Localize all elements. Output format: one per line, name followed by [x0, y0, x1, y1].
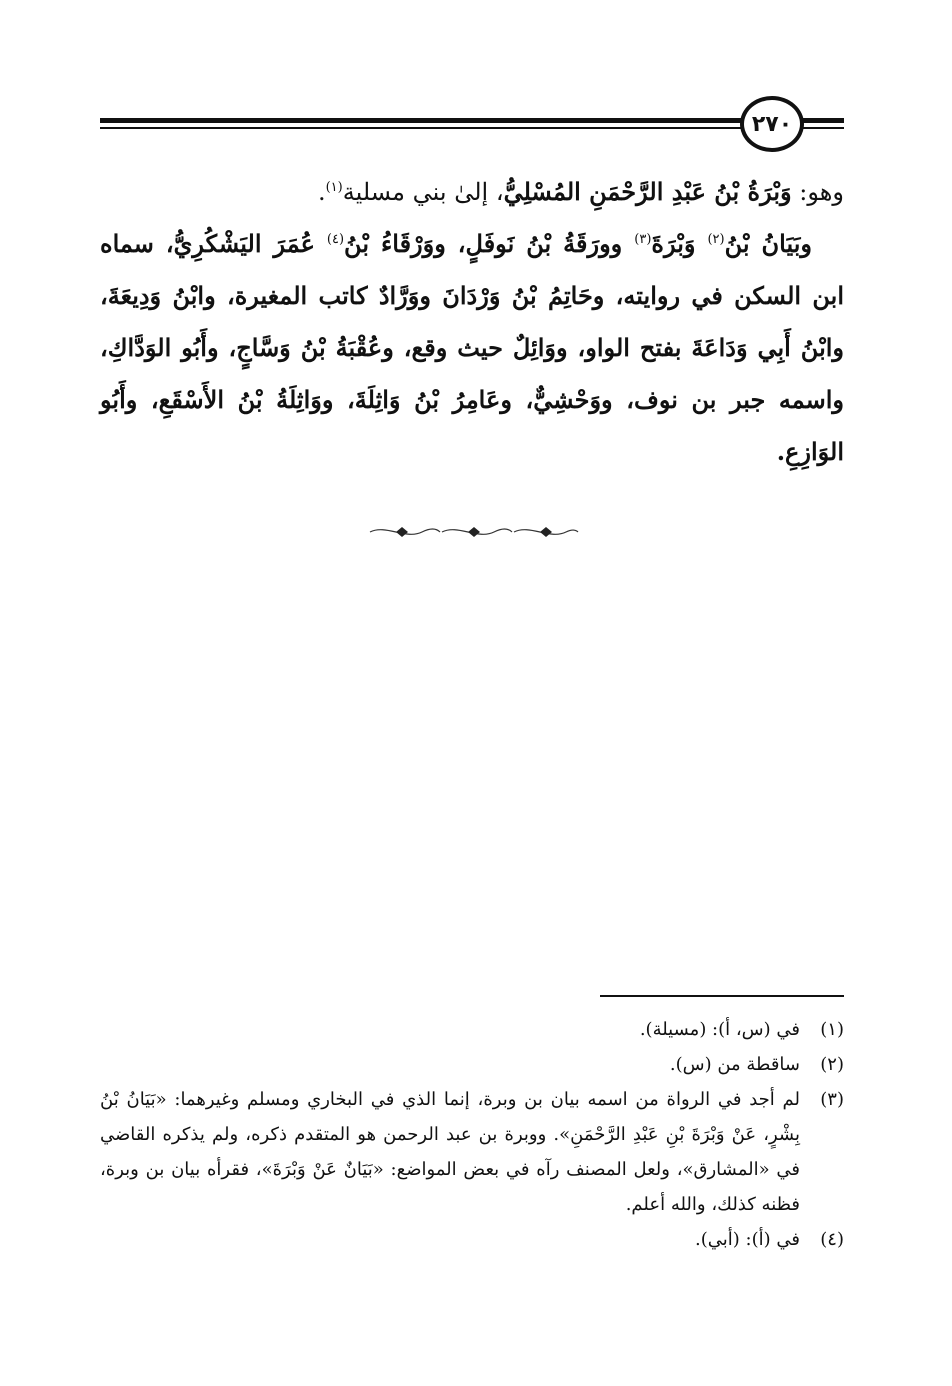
footnote-number: (٢) [820, 1054, 844, 1075]
name-bayan: وبَيَانُ بْنُ [724, 229, 812, 258]
footnote-ref-3[interactable]: (٣) [634, 232, 652, 247]
footnote-text: لم أجد في الرواة من اسمه بيان بن وبرة، إنما الذي في البخاري ومسلم وغيرهما: «بَيَانُ بْنُ بِشْرٍ، عَنْ وَبْرَةَ بْنِ عَبْدِ الرَّحْمَنِ». ووبرة بن عبد الرحمن هو المتقدم ذكره، ولم يذكره القاضي في «المشارق»، ولعل المصنف رآه في بعض المواضع: «بَيَانٌ عَنْ وَبْرَةَ»، فقرأه بيان بن وبرة، فظنه كذلك، والله أعلم. [100, 1089, 800, 1215]
name-wabra: وَبْرَةَ [651, 229, 708, 258]
paragraph-2-segment-2: عُمَرَ اليَشْكُرِيُّ، سماه ابن السكن في روايته، وحَاتِمُ بْنُ وَرْدَانَ ووَرَّادٌ كاتب المغيرة، وابْنُ وَدِيعَةَ، وابْنُ أَبِي وَدَاعَةَ بفتح الواو، ووَائِلٌ حيث وقع، وعُقْبَةُ بْنُ وَسَّاجٍ، وأَبُو الوَدَّاكِ، واسمه جبر بن نوف، ووَحْشِيٌّ، وعَامِرُ بْنُ وَاثِلَةَ، ووَاثِلَةُ بْنُ الأَسْقَعِ، وأَبُو الوَازِعِ. [100, 229, 844, 466]
footnote-3 [100, 1082, 844, 1222]
footnote-number: (١) [820, 1019, 844, 1040]
paragraph-2 [100, 218, 844, 478]
footnote-text: في (س، أ): (مسيلة). [639, 1019, 800, 1040]
footnote-number: (٣) [820, 1089, 844, 1110]
main-text [100, 166, 844, 478]
page-number: ٢٧٠ [740, 96, 804, 152]
footnote-ref-1[interactable]: (١) [325, 180, 343, 195]
footnote-ref-4[interactable]: (٤) [326, 232, 345, 247]
header-rule-thick [100, 118, 844, 123]
footnotes [100, 1012, 844, 1257]
footnote-1 [100, 1012, 844, 1047]
footnote-separator [600, 995, 844, 997]
footnote-ref-2[interactable]: (٢) [707, 232, 725, 247]
paragraph-2-segment-1: وورَقَةُ بْنُ نَوفَلٍ، ووَرْقَاءُ بْنُ [344, 229, 635, 258]
paragraph-1-lead: وهو: [791, 178, 844, 206]
footnote-number: (٤) [820, 1229, 844, 1250]
header-rule-thin [100, 127, 844, 129]
footnote-2 [100, 1047, 844, 1082]
paragraph-1-tail: ، إلىٰ بني مسلية [342, 178, 504, 206]
page-header [100, 96, 844, 156]
footnote-text: ساقطة من (س). [669, 1054, 800, 1075]
paragraph-1-end: . [317, 178, 326, 206]
ornament-divider-icon [366, 522, 582, 542]
paragraph-1 [100, 166, 844, 218]
footnote-text: في (أ): (أبي). [695, 1229, 800, 1250]
footnote-4 [100, 1222, 844, 1257]
paragraph-1-name: وَبْرَةُ بْنُ عَبْدِ الرَّحْمَنِ المُسْلِيُّ [503, 177, 792, 206]
